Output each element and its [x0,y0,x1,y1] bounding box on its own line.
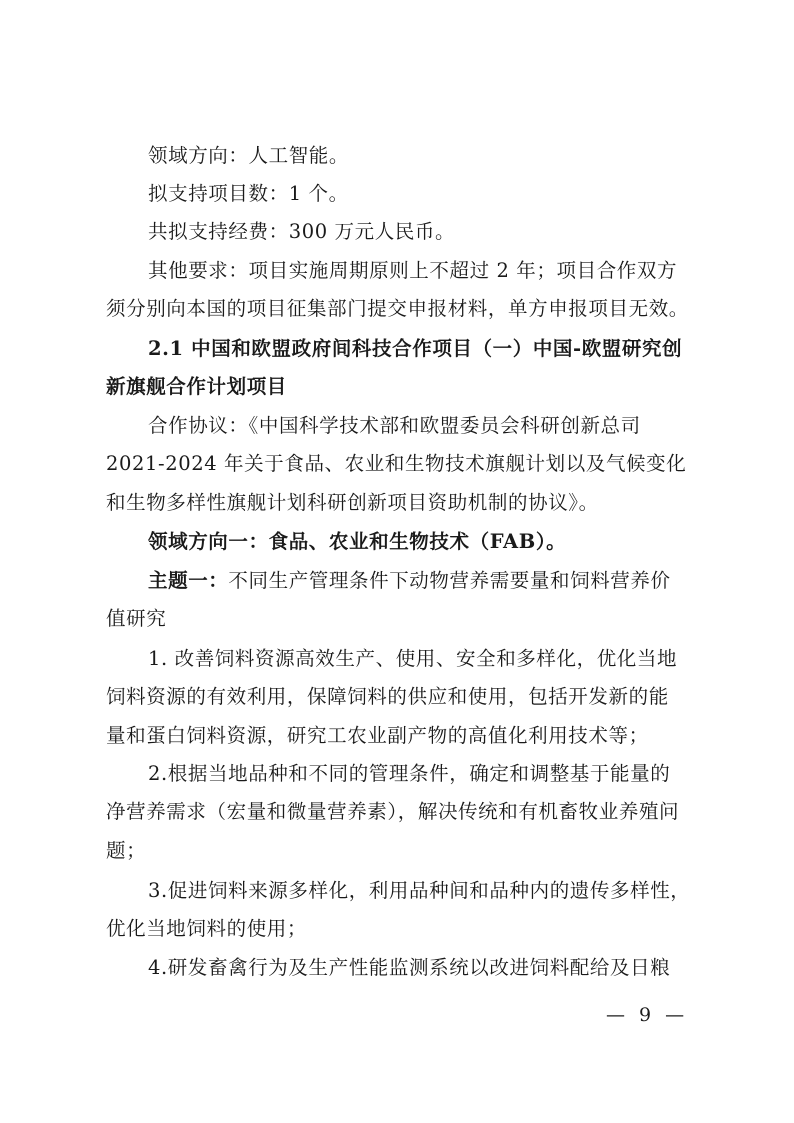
text-line-agreement-cont-2: 和生物多样性旗舰计划科研创新项目资助机制的协议》。 [106,491,599,514]
list-item-4: 4.研发畜禽行为及生产性能监测系统以改进饲料配给及日粮 [148,956,671,979]
text-line-agreement-cont-1: 2021-2024 年关于食品、农业和生物技术旗舰计划以及气候变化 [106,452,687,475]
text-line-funding: 共拟支持经费：300 万元人民币。 [148,220,456,243]
list-item-2-cont-2: 题； [106,839,147,862]
section-heading-2-1-cont: 新旗舰合作计划项目 [106,375,287,398]
text-line-field-direction: 领域方向：人工智能。 [148,144,350,167]
text-line-topic-one [148,568,688,594]
list-item-2-cont-1: 净营养需求（宏量和微量营养素），解决传统和有机畜牧业养殖问 [106,800,680,823]
list-item-1-cont-2: 量和蛋白饲料资源，研究工农业副产物的高值化利用技术等； [106,724,649,747]
topic-one-text: 不同生产管理条件下动物营养需要量和饲料营养价 [228,569,671,592]
topic-one-label: 主题一： [148,569,229,592]
list-item-3-cont: 优化当地饲料的使用； [106,917,308,940]
text-line-agreement: 合作协议：《中国科学技术部和欧盟委员会科研创新总司 [148,414,641,437]
list-item-1-cont-1: 饲料资源的有效利用，保障饲料的供应和使用，包括开发新的能 [106,685,669,708]
subheading-field-direction-one: 领域方向一：食品、农业和生物技术（FAB）。 [148,530,567,553]
text-line-other-requirements-cont: 须分别向本国的项目征集部门提交申报材料，单方申报项目无效。 [106,297,689,320]
page-number: — 9 — [606,1004,689,1026]
text-line-other-requirements: 其他要求：项目实施周期原则上不超过 2 年；项目合作双方 [148,259,678,282]
list-item-2: 2.根据当地品种和不同的管理条件，确定和调整基于能量的 [148,762,671,785]
section-heading-2-1: 2.1 中国和欧盟政府间科技合作项目（一）中国-欧盟研究创 [148,337,683,360]
text-line-topic-one-cont: 值研究 [106,607,167,630]
text-line-project-count: 拟支持项目数：1 个。 [148,182,349,205]
list-item-3: 3.促进饲料来源多样化，利用品种间和品种内的遗传多样性， [148,879,691,902]
list-item-1: 1. 改善饲料资源高效生产、使用、安全和多样化，优化当地 [148,647,678,670]
